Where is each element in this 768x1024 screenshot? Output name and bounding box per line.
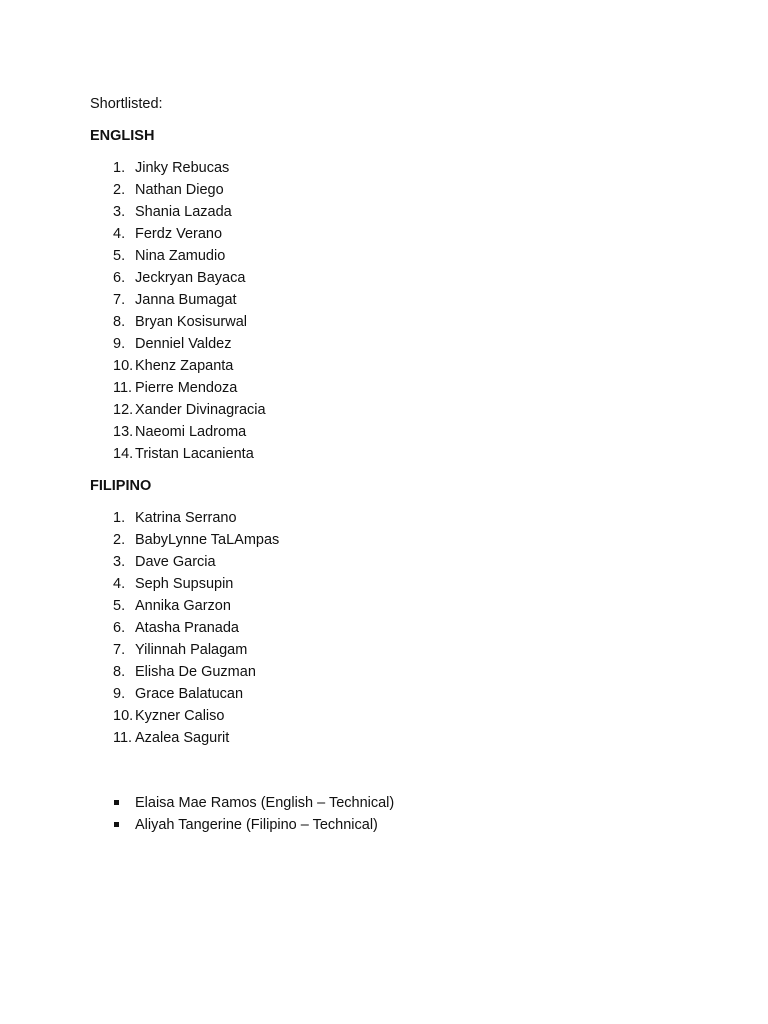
list-item: [90, 617, 768, 639]
list-item-name: Grace Balatucan: [135, 686, 244, 702]
list-item-name: Jeckryan Bayaca: [135, 270, 246, 286]
section-heading-filipino: FILIPINO: [90, 478, 152, 494]
list-item: [90, 157, 768, 179]
list-item-name: Bryan Kosisurwal: [135, 314, 248, 330]
list-item-name: Janna Bumagat: [135, 292, 237, 308]
list-number: 14.: [113, 446, 134, 462]
list-item-name: Yilinnah Palagam: [135, 642, 248, 658]
list-item-name: Katrina Serrano: [135, 510, 237, 526]
square-bullet-icon: [90, 814, 135, 836]
list-number: 2.: [113, 182, 126, 198]
list-item-name: Pierre Mendoza: [135, 380, 238, 396]
bullet-item: [90, 814, 768, 836]
list-item-name: Denniel Valdez: [135, 336, 232, 352]
list-number: 12.: [113, 402, 134, 418]
list-item-name: Nina Zamudio: [135, 248, 226, 264]
list-number: 8.: [113, 314, 126, 330]
list-item: [90, 179, 768, 201]
list-item: [90, 399, 768, 421]
list-number: 5.: [113, 248, 126, 264]
list-item: [90, 223, 768, 245]
list-number: 6.: [113, 270, 126, 286]
section-heading-english: ENGLISH: [90, 128, 155, 144]
bullet-item-text: Elaisa Mae Ramos (English – Technical): [135, 795, 395, 811]
list-number: 9.: [113, 686, 126, 702]
list-item: [90, 551, 768, 573]
english-list: [90, 157, 768, 465]
list-item-name: Kyzner Caliso: [135, 708, 225, 724]
list-item-name: BabyLynne TaLAmpas: [135, 532, 280, 548]
list-number: 5.: [113, 598, 126, 614]
list-item: [90, 289, 768, 311]
list-item: [90, 443, 768, 465]
list-number: 7.: [113, 292, 126, 308]
list-number: 10.: [113, 708, 134, 724]
list-item-name: Shania Lazada: [135, 204, 232, 220]
list-item: [90, 377, 768, 399]
list-number: 3.: [113, 554, 126, 570]
list-item: [90, 421, 768, 443]
list-number: 8.: [113, 664, 126, 680]
technical-list: [90, 792, 768, 836]
list-item: [90, 507, 768, 529]
shortlisted-label: Shortlisted:: [90, 96, 163, 112]
list-item: [90, 683, 768, 705]
list-item-name: Azalea Sagurit: [135, 730, 230, 746]
list-number: 7.: [113, 642, 126, 658]
bullet-item: [90, 792, 768, 814]
list-item: [90, 529, 768, 551]
list-item-name: Khenz Zapanta: [135, 358, 234, 374]
list-item-name: Ferdz Verano: [135, 226, 223, 242]
list-item-name: Annika Garzon: [135, 598, 231, 614]
list-item-name: Dave Garcia: [135, 554, 216, 570]
list-item: [90, 267, 768, 289]
list-item: [90, 245, 768, 267]
list-item: [90, 639, 768, 661]
list-number: 13.: [113, 424, 134, 440]
list-item: [90, 573, 768, 595]
filipino-list: [90, 507, 768, 749]
list-item: [90, 311, 768, 333]
square-bullet-icon: [90, 792, 135, 814]
list-item-name: Naeomi Ladroma: [135, 424, 247, 440]
list-number: 11.: [113, 380, 133, 396]
bullet-item-text: Aliyah Tangerine (Filipino – Technical): [135, 817, 378, 833]
list-item-name: Xander Divinagracia: [135, 402, 266, 418]
list-item-name: Atasha Pranada: [135, 620, 239, 636]
list-number: 3.: [113, 204, 126, 220]
list-item: [90, 661, 768, 683]
list-item-name: Seph Supsupin: [135, 576, 234, 592]
list-item-name: Nathan Diego: [135, 182, 224, 198]
list-number: 11.: [113, 730, 133, 746]
list-number: 4.: [113, 576, 126, 592]
list-number: 9.: [113, 336, 126, 352]
list-number: 1.: [113, 510, 126, 526]
list-item-name: Elisha De Guzman: [135, 664, 256, 680]
list-number: 6.: [113, 620, 126, 636]
list-item-name: Tristan Lacanienta: [135, 446, 254, 462]
list-item: [90, 355, 768, 377]
list-number: 1.: [113, 160, 126, 176]
list-item-name: Jinky Rebucas: [135, 160, 230, 176]
list-number: 10.: [113, 358, 134, 374]
list-item: [90, 595, 768, 617]
list-item: [90, 727, 768, 749]
list-number: 4.: [113, 226, 126, 242]
list-item: [90, 333, 768, 355]
list-item: [90, 705, 768, 727]
list-item: [90, 201, 768, 223]
list-number: 2.: [113, 532, 126, 548]
